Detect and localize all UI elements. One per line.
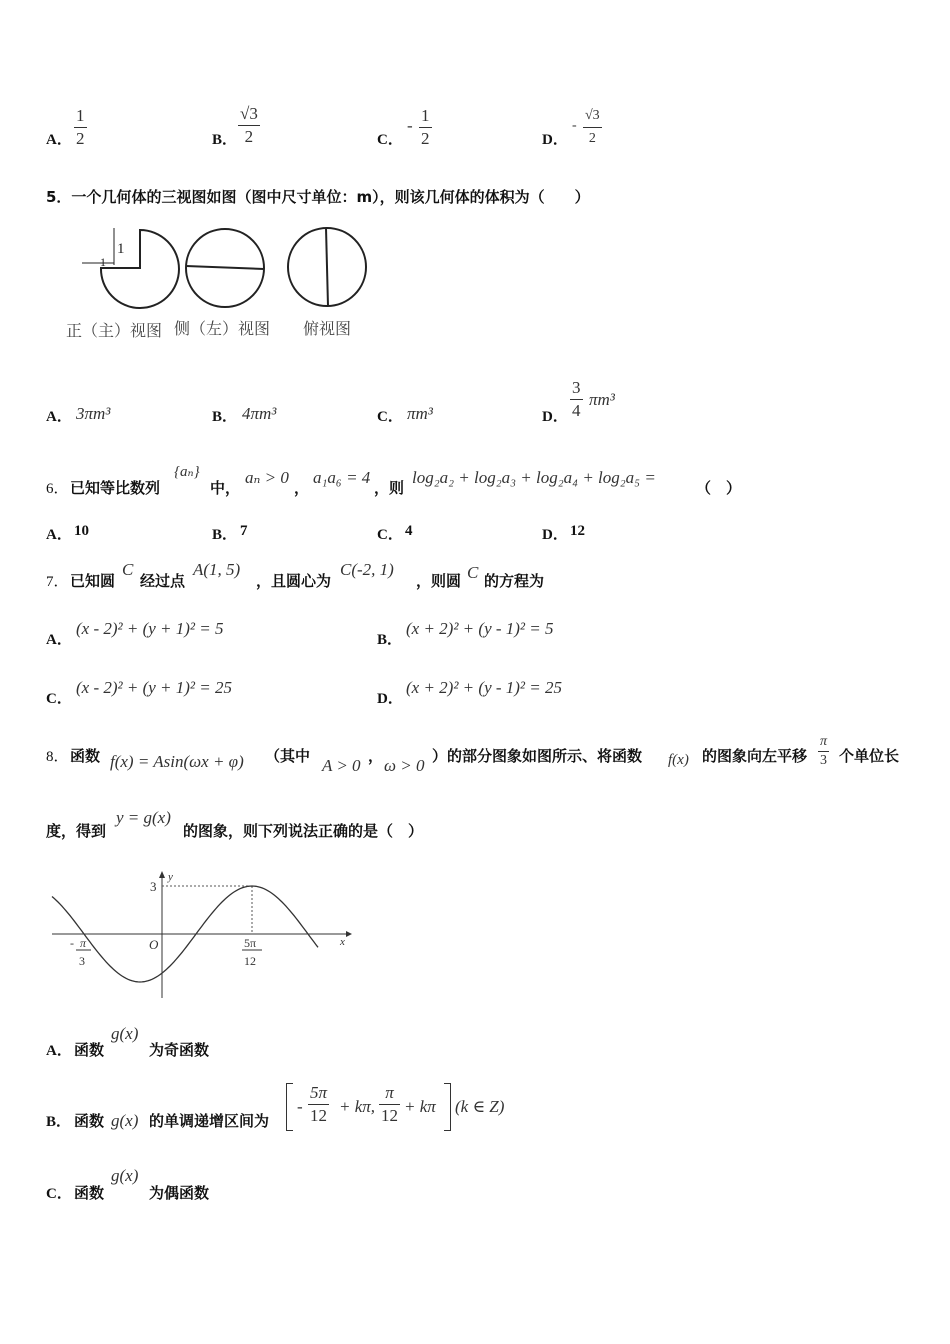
q8-number: 8．: [46, 749, 69, 765]
q8-option-b-left-bracket: [286, 1083, 293, 1131]
q5-option-d-value: πm³: [589, 390, 615, 409]
q8-line2-text-2: 的图象，则下列说法正确的是（ ）: [183, 822, 424, 840]
q7-option-d-label: D．: [377, 691, 403, 707]
graph-left-num: π: [80, 936, 87, 950]
q7-option-a-label: A．: [46, 632, 72, 648]
q8-option-b-condition: (k ∈ Z): [455, 1097, 505, 1116]
q5-option-c-value: πm³: [407, 404, 433, 423]
q6-option-b-value: 7: [240, 523, 248, 539]
q6-option-a-value: 10: [74, 523, 89, 539]
top-view-caption: 俯视图: [303, 321, 352, 338]
q6-option-d-label: D．: [542, 527, 568, 543]
q8-option-a-pre: 函数: [74, 1041, 105, 1059]
q8-option-c-pre: 函数: [74, 1184, 105, 1202]
q5-option-a-value: 3πm³: [76, 404, 111, 423]
q7-text-3: ，且圆心为: [256, 572, 332, 590]
q8-option-b-left-fraction: 5π 12: [310, 1083, 328, 1125]
q8-text-4: 的图象向左平移: [702, 747, 808, 765]
q8-comma: ，: [368, 747, 384, 765]
q4-option-c-fraction: 1 2: [421, 106, 430, 148]
q4-option-a-fraction: 1 2: [76, 106, 85, 148]
top-view-line: [326, 228, 328, 306]
q6-option-c-value: 4: [405, 523, 413, 539]
q8-option-a-label: A．: [46, 1043, 72, 1059]
front-view-shape: [101, 230, 179, 308]
graph-y-label: y: [168, 871, 173, 883]
graph-x-label: x: [340, 936, 345, 948]
graph-right-den: 12: [244, 954, 256, 968]
q8-condition-a: A > 0: [322, 756, 361, 775]
q8-option-a-post: 为奇函数: [149, 1041, 210, 1059]
q8-condition-w: ω > 0: [384, 756, 425, 775]
q8-sine-graph: [46, 868, 356, 1003]
q4-option-d-fraction: √3 2: [585, 108, 600, 146]
q8-option-c-post: 为偶函数: [149, 1184, 210, 1202]
q7-option-c-label: C．: [46, 691, 72, 707]
q7-option-b-equation: (x + 2)² + (y - 1)² = 5: [406, 619, 554, 638]
q4-option-c-sign: -: [407, 116, 413, 135]
q4-option-d-sign: -: [572, 118, 577, 133]
q7-option-a-equation: (x - 2)² + (y + 1)² = 5: [76, 619, 224, 638]
q7-option-c-equation: (x - 2)² + (y + 1)² = 25: [76, 678, 233, 697]
q5-option-d-label: D．: [542, 409, 568, 425]
q8-line2-text-1: 度，得到: [46, 822, 107, 840]
q7-text-4: ，则圆: [416, 572, 462, 590]
q4-option-b-fraction: √3 2: [240, 104, 258, 146]
q4-option-c-label: C．: [377, 132, 403, 148]
q8-option-a-math: g(x): [111, 1024, 139, 1043]
q6-option-b-label: B．: [212, 527, 238, 543]
q8-g-def: y = g(x): [116, 808, 171, 827]
q6-option-a-label: A．: [46, 527, 72, 543]
q5-option-b-label: B．: [212, 409, 238, 425]
side-view-caption: 侧（左）视图: [174, 321, 271, 338]
q6-option-d-value: 12: [570, 523, 585, 539]
q7-point-a: A(1, 5): [193, 560, 241, 579]
front-view-caption: 正（主）视图: [66, 323, 163, 340]
q8-text-2: （其中: [265, 747, 311, 765]
q5-option-b-value: 4πm³: [242, 404, 277, 423]
graph-left-den: 3: [79, 954, 85, 968]
graph-right-num: 5π: [244, 936, 257, 950]
front-view-dim-vertical: 1: [117, 241, 125, 257]
q8-option-b-right-bracket: [444, 1083, 451, 1131]
q4-option-a-label: A．: [46, 132, 72, 148]
q8-text-3: ）的部分图象如图所示、将函数: [432, 747, 643, 765]
q5-option-d-coefficient: 3 4: [572, 378, 581, 420]
graph-origin-label: O: [149, 937, 159, 952]
q8-text-1: 函数: [70, 747, 101, 765]
q8-shift-fraction: π 3: [820, 734, 828, 768]
q4-option-b-label: B．: [212, 132, 238, 148]
q7-number: 7．: [46, 574, 69, 590]
q4-option-d-label: D．: [542, 132, 568, 148]
q8-option-c-math: g(x): [111, 1166, 139, 1185]
q7-circle-c: C: [122, 560, 134, 579]
q6-option-c-label: C．: [377, 527, 403, 543]
q8-option-b-post: 的单调递增区间为: [149, 1112, 270, 1130]
q7-option-b-label: B．: [377, 632, 403, 648]
q5-option-c-label: C．: [377, 409, 403, 425]
q6-condition-2: a₁a₆ = 4: [313, 468, 371, 487]
graph-x-arrow: [346, 931, 352, 937]
graph-max-label: 3: [150, 879, 157, 894]
q6-condition-1: aₙ > 0: [245, 468, 289, 487]
q7-center-c: C(-2, 1): [340, 560, 394, 579]
q5-three-views-figure: [60, 220, 380, 350]
q8-option-b-right-fraction: π 12: [381, 1083, 398, 1125]
graph-left-sign: -: [70, 936, 74, 950]
q6-text-2: 中，: [210, 479, 241, 497]
q6-expression: log₂a₂ + log₂a₃ + log₂a₄ + log₂a₅ =: [412, 468, 656, 487]
q8-fx: f(x): [668, 752, 689, 768]
q6-text-1: 已知等比数列: [70, 479, 161, 497]
front-view-dim-horizontal: 1: [100, 255, 106, 269]
q8-text-5: 个单位长: [839, 747, 900, 765]
q6-sequence: {aₙ}: [174, 464, 200, 480]
q7-text-2: 经过点: [140, 572, 186, 590]
q6-answer-paren: （ ）: [696, 479, 742, 497]
q8-function-def: f(x) = Asin(ωx + φ): [110, 752, 244, 771]
side-view-line: [186, 266, 264, 269]
q8-option-b-right-tail: + kπ: [404, 1097, 436, 1116]
graph-y-arrow: [159, 871, 165, 878]
q6-number: 6．: [46, 481, 69, 497]
q7-option-d-equation: (x + 2)² + (y - 1)² = 25: [406, 678, 563, 697]
q7-text-5: 的方程为: [484, 572, 545, 590]
q5-option-a-label: A．: [46, 409, 72, 425]
q8-option-b-pre: 函数: [74, 1112, 105, 1130]
q8-option-b-left-tail: + kπ,: [339, 1097, 376, 1116]
q7-circle-c-2: C: [467, 563, 479, 582]
q7-text-1: 已知圆: [70, 572, 116, 590]
q5-stem: 5．一个几何体的三视图如图（图中尺寸单位：m），则该几何体的体积为（ ）: [46, 188, 590, 206]
q6-text-3: ，则: [374, 479, 405, 497]
q8-option-b-label: B．: [46, 1114, 72, 1130]
q8-option-c-label: C．: [46, 1186, 72, 1202]
q8-option-b-left-sign: -: [297, 1097, 303, 1116]
q6-comma: ，: [294, 479, 310, 497]
q8-option-b-math: g(x): [111, 1111, 139, 1130]
